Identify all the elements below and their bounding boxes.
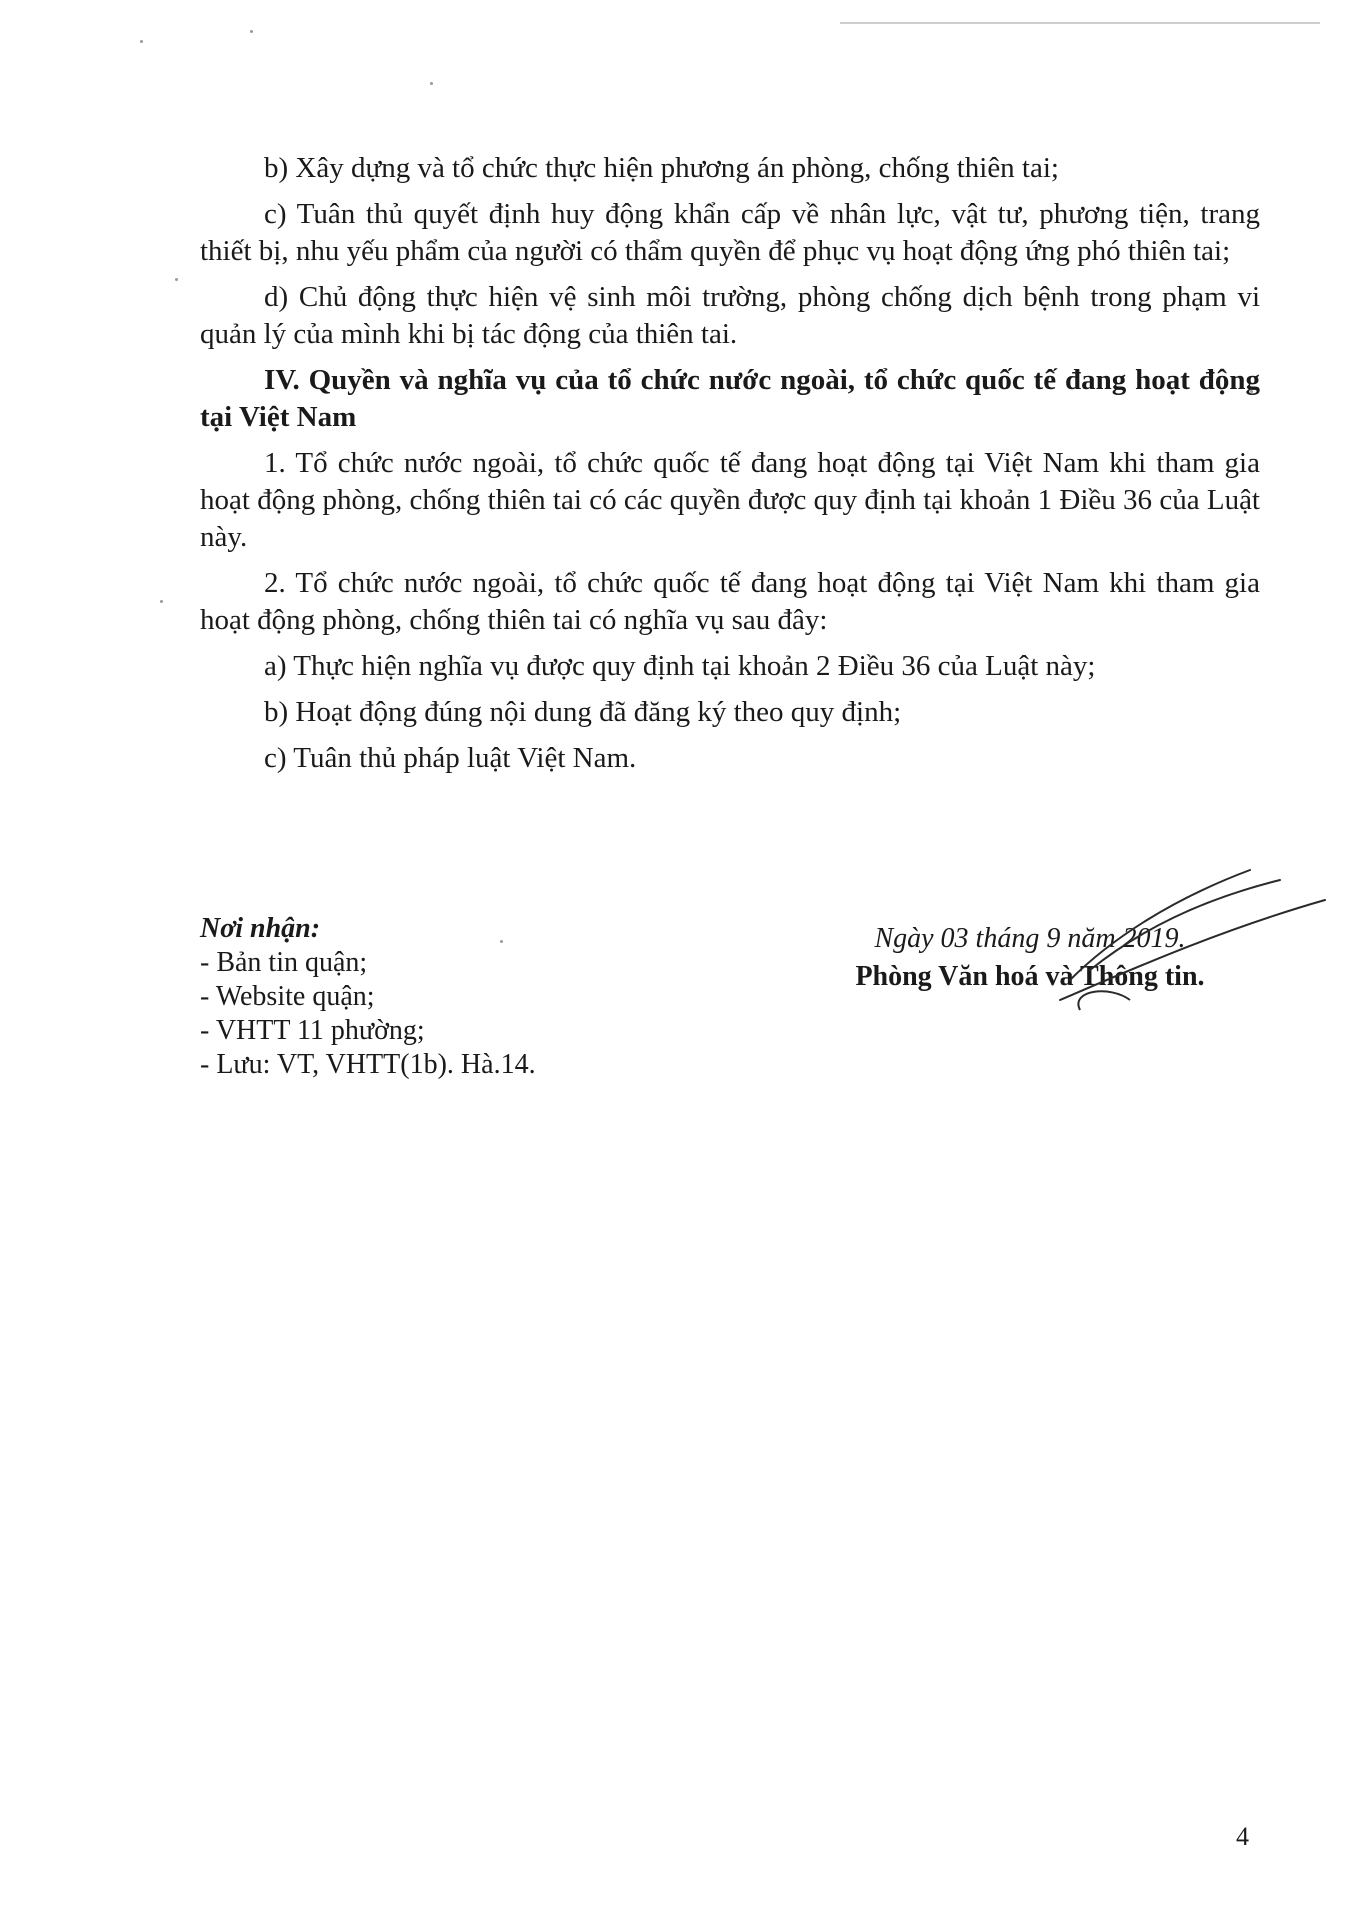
scan-speck bbox=[160, 600, 163, 603]
paragraph-c-law: c) Tuân thủ pháp luật Việt Nam. bbox=[264, 742, 637, 774]
scan-speck bbox=[430, 82, 433, 85]
section-heading-iv: IV. Quyền và nghĩa vụ của tổ chức nước ngoài, tổ chức quốc tế đang hoạt động tại Việt Nam bbox=[200, 364, 1260, 433]
paragraph-c-mobilization: c) Tuân thủ quyết định huy động khẩn cấp về nhân lực, vật tư, phương tiện, trang thiết bị, nhu yếu phẩm của người có thẩm quyền để phục vụ hoạt động ứng phó thiên tai; bbox=[200, 198, 1260, 267]
paragraph-b-plan: b) Xây dựng và tổ chức thực hiện phương án phòng, chống thiên tai; bbox=[264, 152, 1059, 184]
recipient-item: - VHTT 11 phường; bbox=[200, 1015, 425, 1046]
signing-office: Phòng Văn hoá và Thông tin. bbox=[855, 961, 1205, 992]
recipient-item: - Website quận; bbox=[200, 981, 375, 1012]
page-number: 4 bbox=[1236, 1822, 1249, 1851]
paragraph-d-sanitation: d) Chủ động thực hiện vệ sinh môi trường, phòng chống dịch bệnh trong phạm vi quản lý của mình khi bị tác động của thiên tai. bbox=[200, 281, 1260, 350]
document-body bbox=[200, 150, 1260, 786]
recipients-title: Nơi nhận: bbox=[200, 913, 321, 944]
scan-speck bbox=[140, 40, 143, 43]
paragraph-a-obligation: a) Thực hiện nghĩa vụ được quy định tại khoản 2 Điều 36 của Luật này; bbox=[264, 650, 1096, 682]
scan-artifact-line bbox=[840, 22, 1320, 24]
recipients-block bbox=[200, 912, 660, 1082]
recipient-item: - Bản tin quận; bbox=[200, 947, 368, 978]
scan-speck bbox=[250, 30, 253, 33]
paragraph-b-registered: b) Hoạt động đúng nội dung đã đăng ký theo quy định; bbox=[264, 696, 902, 728]
paragraph-1-rights: 1. Tổ chức nước ngoài, tổ chức quốc tế đang hoạt động tại Việt Nam khi tham gia hoạt động phòng, chống thiên tai có các quyền được quy định tại khoản 1 Điều 36 của Luật này. bbox=[200, 447, 1260, 553]
signature-date: Ngày 03 tháng 9 năm 2019. bbox=[874, 923, 1186, 954]
handwritten-signature bbox=[1050, 860, 1330, 1020]
scan-speck bbox=[175, 278, 178, 281]
recipient-item: - Lưu: VT, VHTT(1b). Hà.14. bbox=[200, 1049, 536, 1080]
paragraph-2-obligations: 2. Tổ chức nước ngoài, tổ chức quốc tế đang hoạt động tại Việt Nam khi tham gia hoạt động phòng, chống thiên tai có nghĩa vụ sau đây: bbox=[200, 567, 1260, 636]
